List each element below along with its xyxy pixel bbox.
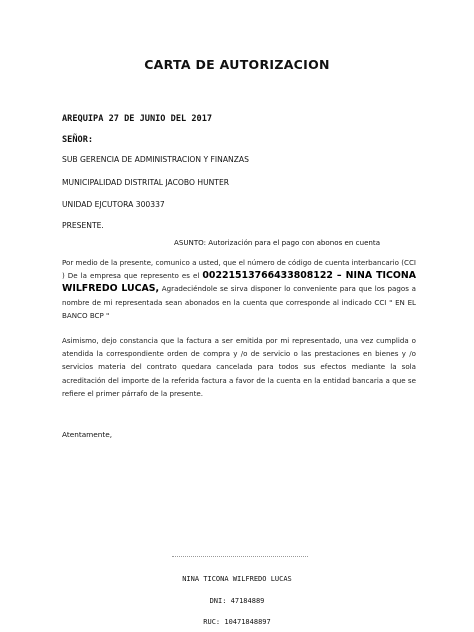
paragraph-1-part-2: Agradeciéndole se sirva disponer lo conveniente para que los pagos a nombre de mi representada sean abonados en la cuenta que corresponde al indicado CCI " EN EL BANCO BCP ": [62, 284, 416, 320]
paragraph-invoice: Asimismo, dejo constancia que la factura a ser emitida por mi representado, una vez cumplida o atendida la correspondiente orden de compra y /o de servicio o las prestaciones en bienes y /o servicios materia del contrato quedara cancelada para todos sus efectos mediante la sola acreditación del importe de la referida factura a favor de la cuenta en la entidad bancaria a que se refiere el primer párrafo de la presente.: [62, 336, 416, 398]
presente-line: PRESENTE.: [62, 221, 104, 230]
signature-ruc: RUC: 10471848897: [203, 618, 271, 626]
closing-line: Atentamente,: [62, 430, 113, 439]
paragraph-authorization: [62, 256, 416, 322]
company-name: NINA TICONA WILFREDO LUCAS,: [62, 270, 416, 295]
paragraph-1-part-1: Por medio de la presente, comunico a usted, que el número de código de cuenta interbancario (CCI ) De la empresa que represento es el: [62, 258, 416, 281]
recipient-line-2: MUNICIPALIDAD DISTRITAL JACOBO HUNTER: [62, 178, 230, 187]
recipient-line-1: SUB GERENCIA DE ADMINISTRACION Y FINANZAS: [62, 155, 249, 164]
letter-date: AREQUIPA 27 DE JUNIO DEL 2017: [62, 114, 213, 124]
letter-title: CARTA DE AUTORIZACION: [144, 57, 330, 72]
signature-name: NINA TICONA WILFREDO LUCAS: [182, 575, 292, 583]
dash-separator: –: [332, 270, 346, 282]
signature-dni: DNI: 47184889: [209, 597, 265, 605]
salutation: SEÑOR:: [62, 135, 94, 145]
bank-account-number: 00221513766433808122: [202, 270, 333, 282]
subject-line: ASUNTO: Autorización para el pago con abonos en cuenta: [174, 238, 381, 247]
signature-line: [172, 556, 308, 557]
recipient-line-3: UNIDAD EJCUTORA 300337: [62, 200, 165, 209]
